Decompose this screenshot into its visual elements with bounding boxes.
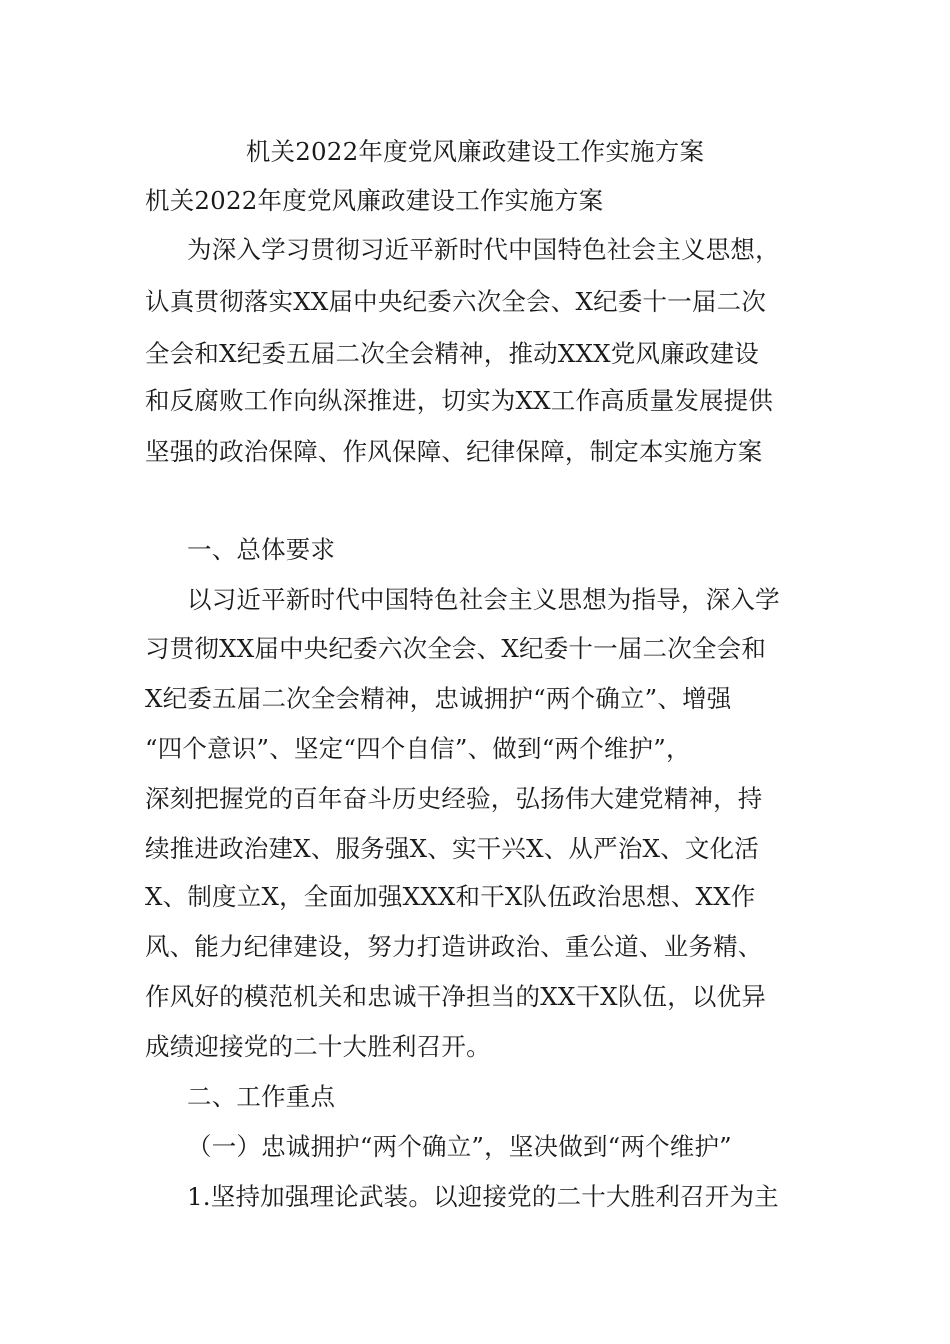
section1-line: 续推进政治建X、服务强X、实干兴X、从严治X、文化活 (145, 834, 759, 863)
intro-line: 认真贯彻落实XX届中央纪委六次全会、X纪委十一届二次 (145, 287, 767, 316)
section1-line: X、制度立X，全面加强XXX和干X队伍政治思想、XX作 (145, 882, 756, 911)
section-heading: 二、工作重点 (187, 1082, 336, 1111)
section1-line: 作风好的模范机关和忠诚干净担当的XX干X队伍，以优异 (145, 982, 767, 1011)
intro-line: 坚强的政治保障、作风保障、纪律保障，制定本实施方案 (145, 437, 763, 466)
document-title: 机关2022年度党风廉政建设工作实施方案 (245, 137, 705, 166)
intro-line: 和反腐败工作向纵深推进，切实为XX工作高质量发展提供 (145, 386, 774, 415)
subsection-heading: （一）忠诚拥护“两个确立”，坚决做到“两个维护” (187, 1132, 732, 1161)
section-heading: 一、总体要求 (187, 535, 336, 564)
document-title-repeat: 机关2022年度党风廉政建设工作实施方案 (145, 186, 604, 215)
section1-line: 以习近平新时代中国特色社会主义思想为指导，深入学 (187, 585, 780, 614)
section1-line: “四个意识”、坚定“四个自信”、做到“两个维护”， (145, 734, 691, 763)
section1-line: 习贯彻XX届中央纪委六次全会、X纪委十一届二次全会和 (145, 634, 767, 663)
section1-line: 深刻把握党的百年奋斗历史经验，弘扬伟大建党精神，持 (145, 784, 763, 813)
intro-line: 全会和X纪委五届二次全会精神，推动XXX党风廉政建设 (145, 339, 759, 368)
section1-line: 成绩迎接党的二十大胜利召开。 (145, 1032, 491, 1061)
numbered-item: 1.坚持加强理论武装。以迎接党的二十大胜利召开为主 (187, 1182, 779, 1211)
section1-line: 风、能力纪律建设，努力打造讲政治、重公道、业务精、 (145, 932, 763, 961)
intro-line: 为深入学习贯彻习近平新时代中国特色社会主义思想， (187, 235, 780, 264)
section1-line: X纪委五届二次全会精神，忠诚拥护“两个确立”、增强 (145, 684, 732, 713)
